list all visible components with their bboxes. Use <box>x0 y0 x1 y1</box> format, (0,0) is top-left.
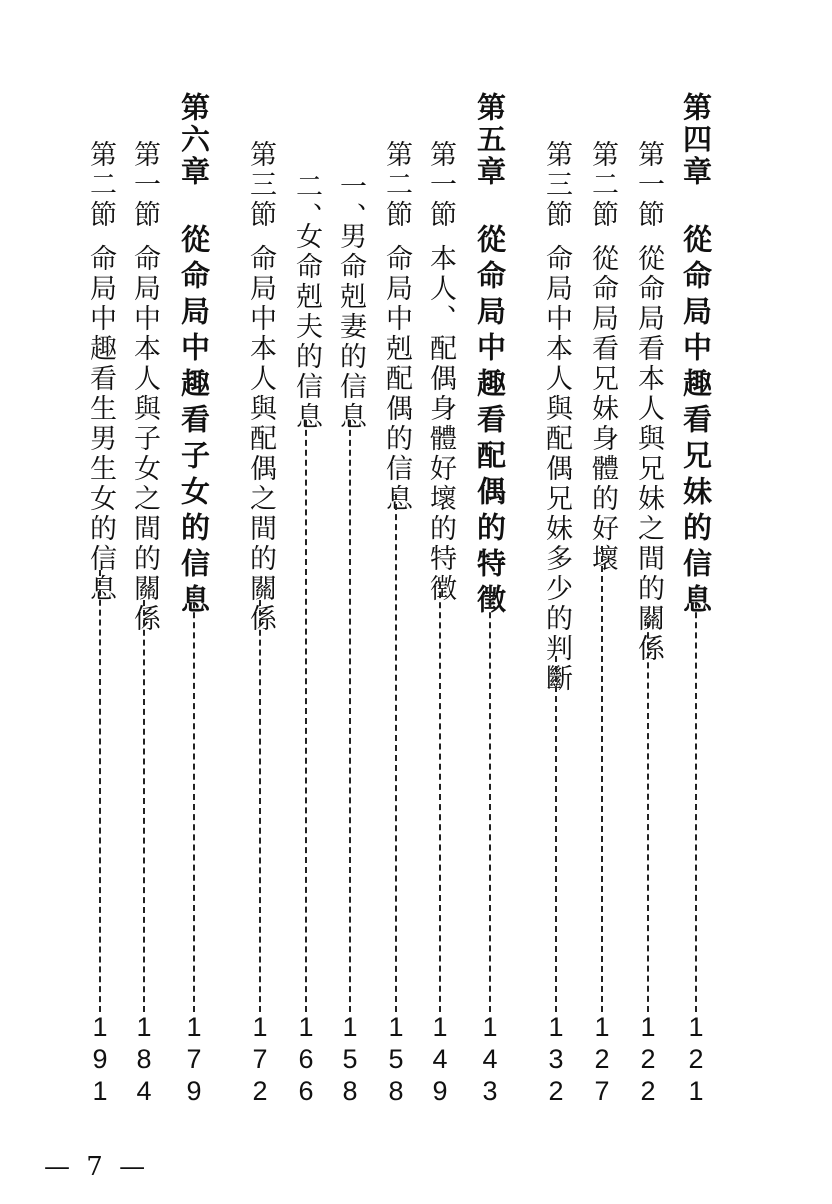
toc-entry-section[interactable] <box>376 0 416 1204</box>
chapter-title: 從命局中趣看子女的信息 <box>177 224 211 620</box>
section-title: 從命局看兄妹身體的好壞 <box>587 244 618 574</box>
chapter-title: 從命局中趣看兄妹的信息 <box>679 224 713 620</box>
dot-leader <box>99 570 101 1012</box>
subitem-title: 男命剋妻的信息 <box>335 222 366 432</box>
dot-leader <box>143 600 145 1012</box>
section-number: 第二節 <box>381 140 412 230</box>
page-number: 179 <box>179 1012 209 1108</box>
toc-entry-subitem[interactable] <box>286 0 326 1204</box>
page-number: 132 <box>541 1012 571 1108</box>
page-number: 149 <box>425 1012 455 1108</box>
section-title: 命局中本人與配偶兄妹多少的判斷 <box>541 244 572 694</box>
dot-leader <box>489 592 491 1012</box>
dot-leader <box>193 592 195 1012</box>
chapter-title: 從命局中趣看配偶的特徵 <box>473 224 507 620</box>
section-number: 第一節 <box>129 140 160 230</box>
toc-entry-chapter-5[interactable] <box>470 0 510 1204</box>
page-number: 122 <box>633 1012 663 1108</box>
section-title: 命局中本人與子女之間的關係 <box>129 244 160 634</box>
toc-entry-section[interactable] <box>240 0 280 1204</box>
dot-leader <box>349 420 351 1012</box>
section-title: 從命局看本人與兄妹之間的關係 <box>633 244 664 664</box>
subitem-title: 女命剋夫的信息 <box>291 222 322 432</box>
page-number: 166 <box>291 1012 321 1108</box>
toc-entry-section[interactable] <box>536 0 576 1204</box>
section-number: 第二節 <box>587 140 618 230</box>
page-number: 158 <box>381 1012 411 1108</box>
toc-entry-section[interactable] <box>582 0 622 1204</box>
section-number: 第一節 <box>633 140 664 230</box>
page-number: 127 <box>587 1012 617 1108</box>
toc-entry-section[interactable] <box>628 0 668 1204</box>
toc-entry-subitem[interactable] <box>330 0 370 1204</box>
dot-leader <box>259 600 261 1012</box>
toc-entry-section[interactable] <box>420 0 460 1204</box>
chapter-number: 第五章 <box>473 92 507 188</box>
subitem-number: 一、 <box>335 172 366 232</box>
section-title: 命局中剋配偶的信息 <box>381 244 412 514</box>
section-number: 第三節 <box>541 140 572 230</box>
toc-entry-section[interactable] <box>124 0 164 1204</box>
page-number: 121 <box>681 1012 711 1108</box>
page-number: 184 <box>129 1012 159 1108</box>
dot-leader <box>439 582 441 1012</box>
section-title: 命局中趣看生男生女的信息 <box>85 244 116 604</box>
dot-leader <box>647 622 649 1012</box>
dot-leader <box>555 656 557 1012</box>
section-number: 第一節 <box>425 140 456 230</box>
chapter-number: 第四章 <box>679 92 713 188</box>
page-number: 191 <box>85 1012 115 1108</box>
page-number: 172 <box>245 1012 275 1108</box>
page-number: 158 <box>335 1012 365 1108</box>
subitem-number: 二、 <box>291 172 322 232</box>
toc-entry-chapter-4[interactable] <box>676 0 716 1204</box>
dot-leader <box>305 420 307 1012</box>
section-number: 第三節 <box>245 140 276 230</box>
page-folio: — 7 — <box>44 1152 150 1182</box>
dot-leader <box>601 546 603 1012</box>
section-title: 命局中本人與配偶之間的關係 <box>245 244 276 634</box>
toc-entry-section[interactable] <box>80 0 120 1204</box>
chapter-number: 第六章 <box>177 92 211 188</box>
page-number: 143 <box>475 1012 505 1108</box>
section-number: 第二節 <box>85 140 116 230</box>
dot-leader <box>395 494 397 1012</box>
dot-leader <box>695 592 697 1012</box>
toc-entry-chapter-6[interactable] <box>174 0 214 1204</box>
section-title: 本人、配偶身體好壞的特徵 <box>425 244 456 604</box>
